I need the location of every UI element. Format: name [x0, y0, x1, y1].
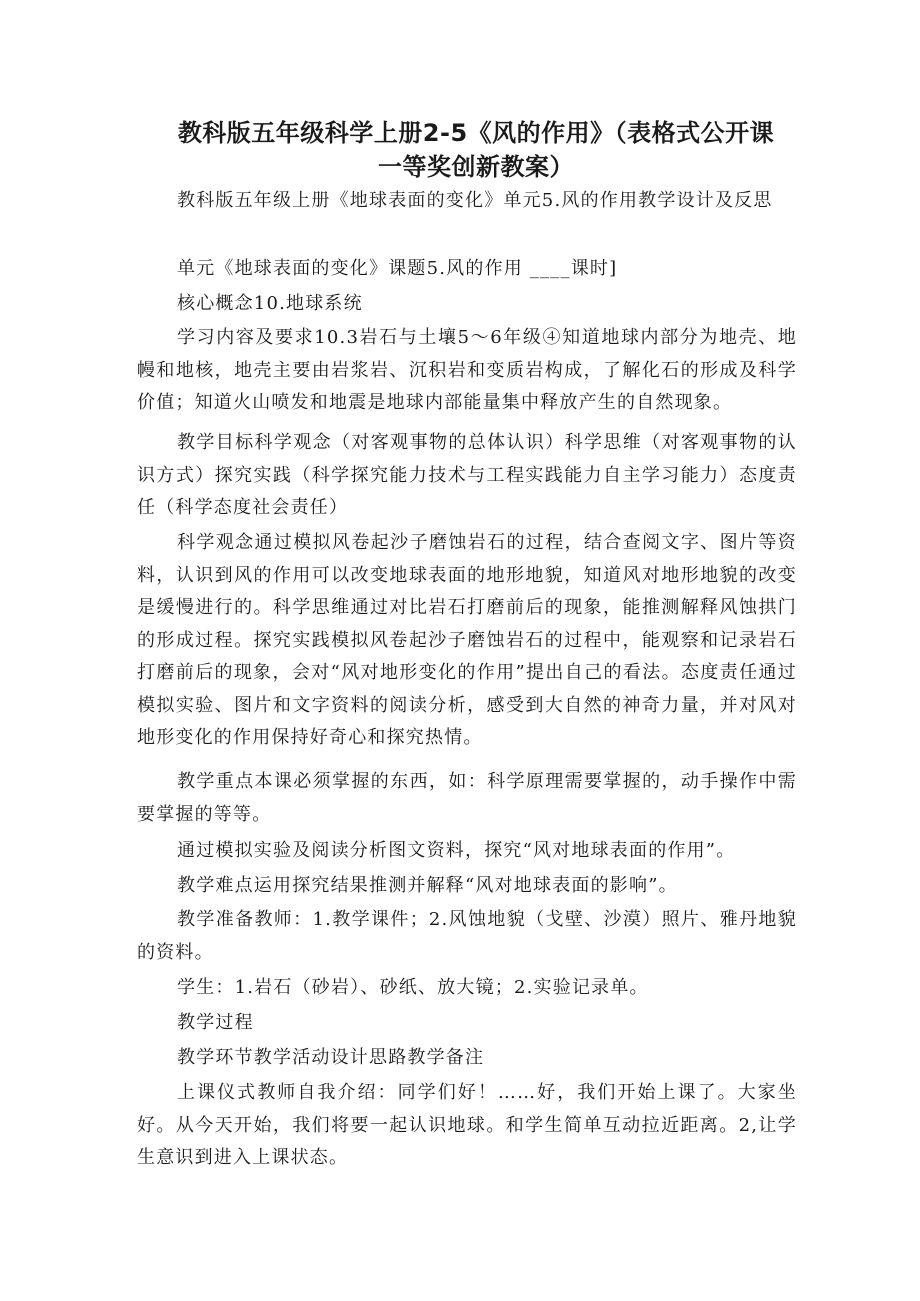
paragraph-intro: 教科版五年级上册《地球表面的变化》单元5.风的作用教学设计及反思 [177, 190, 773, 211]
paragraph-difficulty: 教学难点运用探究结果推测并解释“风对地球表面的影响”。 [177, 875, 678, 896]
document-title-line-2: 一等奖创新教案） [378, 153, 574, 181]
paragraph-class-opening: 上课仪式教师自我介绍：同学们好！……好，我们开始上课了。大家坐好。从今天开始，我们将要一起认识地球。和学生简单互动拉近距离。2,让学生意识到进入上课状态。 [137, 1082, 797, 1168]
paragraph-key-points: 教学重点本课必须掌握的东西，如：科学原理需要掌握的，动手操作中需要掌握的等等。 [137, 771, 797, 825]
paragraph-teaching-goals: 教学目标科学观念（对客观事物的总体认识）科学思维（对客观事物的认识方式）探究实践（科学探究能力技术与工程实践能力自主学习能力）态度责任（科学态度社会责任） [137, 432, 797, 518]
paragraph-core-concept: 核心概念10.地球系统 [177, 293, 363, 314]
paragraph-unit: 单元《地球表面的变化》课题5.风的作用 ____课时] [177, 258, 618, 279]
paragraph-learning-content: 学习内容及要求10.3岩石与土壤5～6年级④知道地球内部分为地壳、地幔和地核，地壳主要由岩浆岩、沉积岩和变质岩构成，了解化石的形成及科学价值；知道火山喷发和地震是地球内部能量集中释放产生的自然现象。 [137, 327, 797, 413]
document-title-line-1: 教科版五年级科学上册2-5《风的作用》（表格式公开课 [177, 119, 775, 147]
paragraph-process-heading: 教学过程 [177, 1012, 254, 1033]
paragraph-table-header: 教学环节教学活动设计思路教学备注 [177, 1047, 485, 1068]
paragraph-student-prep: 学生：1.岩石（砂岩）、砂纸、放大镜；2.实验记录单。 [177, 977, 649, 998]
paragraph-explore: 通过模拟实验及阅读分析图文资料，探究“风对地球表面的作用”。 [177, 840, 736, 861]
paragraph-goal-details: 科学观念通过模拟风卷起沙子磨蚀岩石的过程，结合查阅文字、图片等资料，认识到风的作用可以改变地球表面的地形地貌，知道风对地形地貌的改变是缓慢进行的。科学思维通过对比岩石打磨前后的现象，能推测解释风蚀拱门的形成过程。探究实践模拟风卷起沙子磨蚀岩石的过程中，能观察和记录岩石打磨前后的现象，会对“风对地形变化的作用”提出自己的看法。态度责任通过模拟实验、图片和文字资料的阅读分析，感受到大自然的神奇力量，并对风对地形变化的作用保持好奇心和探究热情。 [137, 532, 797, 748]
paragraph-teacher-prep: 教学准备教师：1.教学课件；2.风蚀地貌（戈壁、沙漠）照片、雅丹地貌的资料。 [137, 909, 797, 963]
